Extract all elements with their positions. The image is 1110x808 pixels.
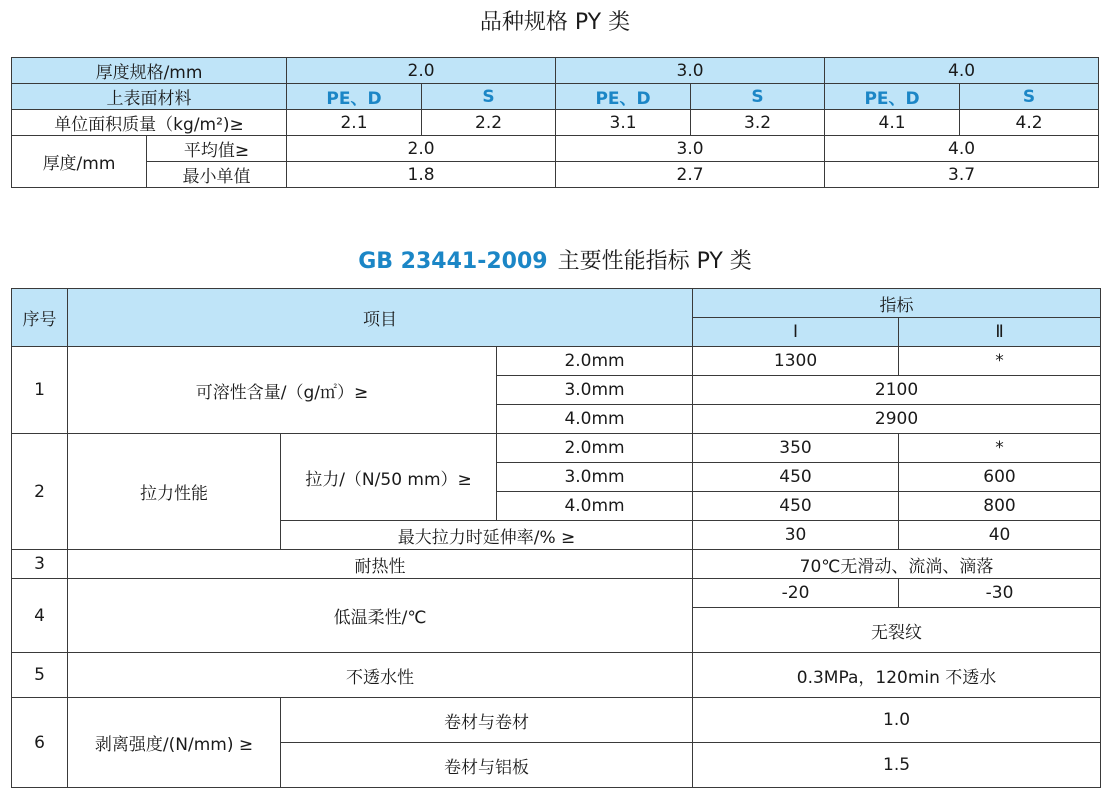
performance-table (11, 288, 1101, 788)
avg-value: 2.0 (287, 136, 556, 162)
surface-material-value: PE、D (556, 84, 691, 110)
row-no: 2 (12, 434, 68, 550)
thickness-spec-label: 厚度规格/mm (12, 58, 287, 84)
item-label: 可溶性含量/（g/㎡）≥ (68, 347, 497, 434)
surface-material-label: 上表面材料 (12, 84, 287, 110)
table-row (12, 434, 1101, 463)
row-no: 4 (12, 579, 68, 653)
surface-material-value: PE、D (287, 84, 422, 110)
surface-material-value: S (691, 84, 825, 110)
perf-table-title (0, 245, 1110, 279)
table-row (12, 579, 1101, 608)
thickness-spec-value: 2.0 (287, 58, 556, 84)
merged-value: 1.0 (693, 698, 1101, 743)
unit-mass-value: 2.2 (422, 110, 556, 136)
spec-header-row (12, 58, 1099, 84)
item-label: 不透水性 (68, 653, 693, 698)
unit-mass-row (12, 110, 1099, 136)
col-header-item: 项目 (68, 289, 693, 347)
grade-2-value: * (899, 434, 1101, 463)
item-label: 耐热性 (68, 550, 693, 579)
merged-value: 2900 (693, 405, 1101, 434)
min-label: 最小单值 (147, 162, 287, 188)
table-row (12, 550, 1101, 579)
merged-value: 70℃无滑动、流淌、滴落 (693, 550, 1101, 579)
item-label: 拉力性能 (68, 434, 281, 550)
col-header-index: 指标 (693, 289, 1101, 318)
table-row (12, 698, 1101, 743)
grade-2-value: 800 (899, 492, 1101, 521)
elongation-label: 最大拉力时延伸率/% ≥ (281, 521, 693, 550)
surface-material-value: PE、D (825, 84, 960, 110)
min-value: 1.8 (287, 162, 556, 188)
grade-2-value: -30 (899, 579, 1101, 608)
merged-value: 无裂纹 (693, 608, 1101, 653)
min-value: 2.7 (556, 162, 825, 188)
spec-table-title: 品种规格 PY 类 (479, 10, 631, 35)
row-no: 3 (12, 550, 68, 579)
col-header-no: 序号 (12, 289, 68, 347)
merged-value: 1.5 (693, 743, 1101, 788)
thickness-avg-row (12, 136, 1099, 162)
unit-mass-value: 3.2 (691, 110, 825, 136)
surface-material-row (12, 84, 1099, 110)
perf-header-row (12, 289, 1101, 318)
surface-material-value: S (960, 84, 1099, 110)
table-row (12, 347, 1101, 376)
grade-1-value: 30 (693, 521, 899, 550)
row-no: 5 (12, 653, 68, 698)
perf-title-text: 主要性能指标 PY 类 (557, 249, 752, 274)
surface-material-value: S (422, 84, 556, 110)
sub-item-label: 卷材与卷材 (281, 698, 693, 743)
grade-1-value: 450 (693, 492, 899, 521)
sub-item-label: 拉力/（N/50 mm）≥ (281, 434, 497, 521)
thickness-cell: 4.0mm (497, 492, 693, 521)
row-no: 1 (12, 347, 68, 434)
grade-1-value: 1300 (693, 347, 899, 376)
grade-2-value: * (899, 347, 1101, 376)
merged-value: 0.3MPa，120min 不透水 (693, 653, 1101, 698)
thickness-spec-value: 3.0 (556, 58, 825, 84)
unit-mass-value: 4.1 (825, 110, 960, 136)
avg-value: 4.0 (825, 136, 1099, 162)
unit-mass-label: 单位面积质量（kg/m²)≥ (12, 110, 287, 136)
thickness-cell: 3.0mm (497, 463, 693, 492)
grade-1-value: 350 (693, 434, 899, 463)
row-no: 6 (12, 698, 68, 788)
unit-mass-value: 4.2 (960, 110, 1099, 136)
unit-mass-value: 3.1 (556, 110, 691, 136)
merged-value: 2100 (693, 376, 1101, 405)
item-label: 剥离强度/(N/mm) ≥ (68, 698, 281, 788)
item-label: 低温柔性/℃ (68, 579, 693, 653)
grade-2-value: 600 (899, 463, 1101, 492)
avg-value: 3.0 (556, 136, 825, 162)
thickness-cell: 4.0mm (497, 405, 693, 434)
sub-item-label: 卷材与铝板 (281, 743, 693, 788)
spec-table (11, 57, 1099, 188)
min-value: 3.7 (825, 162, 1099, 188)
table-row (12, 653, 1101, 698)
unit-mass-value: 2.1 (287, 110, 422, 136)
avg-label: 平均值≥ (147, 136, 287, 162)
thickness-spec-value: 4.0 (825, 58, 1099, 84)
thickness-min-row (12, 162, 1099, 188)
grade-2-value: 40 (899, 521, 1101, 550)
thickness-label: 厚度/mm (12, 136, 147, 188)
standard-code: GB 23441-2009 (358, 249, 548, 274)
thickness-cell: 3.0mm (497, 376, 693, 405)
grade-1-value: 450 (693, 463, 899, 492)
thickness-cell: 2.0mm (497, 347, 693, 376)
grade-1-value: -20 (693, 579, 899, 608)
col-header-grade-2: Ⅱ (899, 318, 1101, 347)
col-header-grade-1: Ⅰ (693, 318, 899, 347)
thickness-cell: 2.0mm (497, 434, 693, 463)
